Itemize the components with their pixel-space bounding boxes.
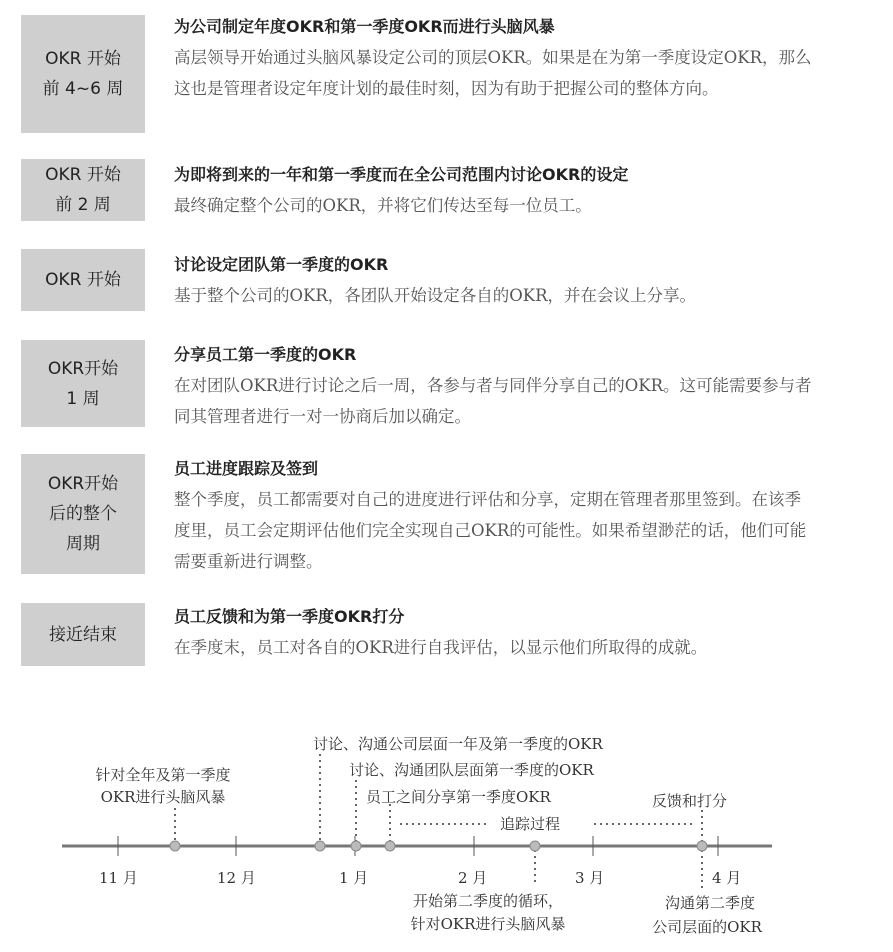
row-heading: 员工反馈和为第一季度OKR打分 (174, 607, 405, 626)
annotation-company-discuss: 讨论、沟通公司层面一年及第一季度的OKR (313, 735, 603, 753)
phase-label: OKR开始 后的整个 周期 (21, 454, 145, 574)
month-label: 2 月 (458, 869, 488, 887)
annotation-brainstorm-year: OKR进行头脑风暴 (100, 788, 226, 806)
month-label: 12 月 (217, 869, 256, 887)
phase-label: OKR开始 1 周 (21, 340, 145, 427)
row-heading: 讨论设定团队第一季度的OKR (174, 255, 389, 274)
month-label: 11 月 (99, 869, 138, 887)
row-body: 在季度末，员工对各自的OKR进行自我评估，以显示他们所取得的成就。 (174, 638, 708, 657)
row-body: 高层领导开始通过头脑风暴设定公司的顶层OKR。如果是在为第一季度设定OKR，那么这也是管理者设定年度计划的最佳时刻，因为有助于把握公司的整体方向。 (174, 48, 812, 98)
event-marker (530, 841, 540, 851)
row-heading: 分享员工第一季度的OKR (174, 345, 357, 364)
event-marker (315, 841, 325, 851)
phase-label: OKR 开始 前 2 周 (21, 159, 145, 221)
row-body: 最终确定整个公司的OKR，并将它们传达至每一位员工。 (174, 196, 592, 215)
annotation-q2-company: 沟通第二季度 (664, 894, 756, 912)
row-heading: 员工进度跟踪及签到 (174, 459, 319, 478)
okr-timeline (0, 720, 893, 952)
row-body: 基于整个公司的OKR，各团队开始设定各自的OKR，并在会议上分享。 (174, 286, 697, 305)
annotation-q2-cycle: 开始第二季度的循环， (412, 892, 564, 910)
annotation-feedback: 反馈和打分 (652, 792, 728, 810)
event-marker (697, 841, 707, 851)
month-label: 3 月 (575, 869, 605, 887)
annotation-brainstorm-year: 针对全年及第一季度 (95, 766, 231, 784)
event-marker (170, 841, 180, 851)
annotation-team-discuss: 讨论、沟通团队层面第一季度的OKR (349, 761, 594, 779)
month-label: 1 月 (339, 869, 369, 887)
phase-label: 接近结束 (21, 603, 145, 666)
event-marker (385, 841, 395, 851)
annotation-tracking: 追踪过程 (500, 815, 561, 833)
row-heading: 为公司制定年度OKR和第一季度OKR而进行头脑风暴 (174, 17, 555, 36)
phase-label: OKR 开始 (21, 249, 145, 311)
phase-label: OKR 开始 前 4~6 周 (21, 15, 145, 133)
event-marker (351, 841, 361, 851)
row-body: 在对团队OKR进行讨论之后一周，各参与者与同伴分享自己的OKR。这可能需要参与者同其管理者进行一对一协商后加以确定。 (174, 376, 812, 426)
annotation-q2-company: 公司层面的OKR (652, 918, 762, 936)
month-label: 4 月 (712, 869, 742, 887)
annotation-q2-cycle: 针对OKR进行头脑风暴 (410, 915, 566, 933)
row-body: 整个季度，员工都需要对自己的进度进行评估和分享，定期在管理者那里签到。在该季度里，员工会定期评估他们完全实现自己OKR的可能性。如果希望渺茫的话，他们可能需要重新进行调整。 (174, 490, 807, 571)
row-heading: 为即将到来的一年和第一季度而在全公司范围内讨论OKR的设定 (174, 165, 629, 184)
annotation-employee-share: 员工之间分享第一季度OKR (366, 788, 551, 806)
